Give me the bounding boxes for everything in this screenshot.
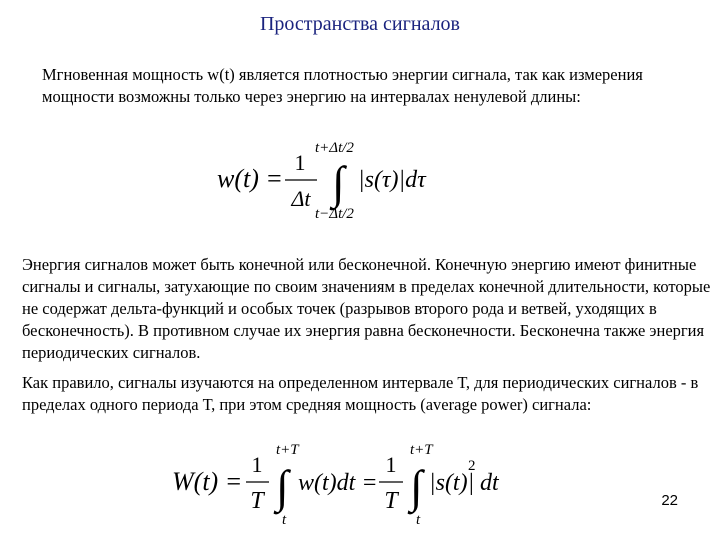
formula2-denominator2: T — [384, 488, 398, 514]
formula1-denominator: Δt — [291, 186, 311, 211]
formula2-numerator2: 1 — [385, 452, 397, 477]
formula2-exponent: 2 — [468, 458, 476, 474]
formula1-lower-limit: t−Δt/2 — [315, 206, 354, 222]
formula-average-power — [170, 440, 510, 532]
formula2-integral-sign2: ∫ — [410, 461, 423, 512]
formula2-lower-limit1: t — [282, 512, 287, 528]
paragraph-average-power: Как правило, сигналы изучаются на определенном интервале Т, для периодических сигналов - в пределах одного периода Т, при этом средняя мощность (average power) сигнала: — [22, 373, 699, 414]
formula2-integral-sign1: ∫ — [276, 461, 289, 512]
formula1-lhs: w(t) = — [217, 164, 283, 193]
formula2-upper-limit1: t+T — [276, 442, 299, 458]
formula1-numerator: 1 — [294, 150, 306, 175]
formula1-integrand: |s(τ)|dτ — [358, 167, 426, 193]
formula2-denominator1: T — [250, 488, 264, 514]
formula2-upper-limit2: t+T — [410, 442, 433, 458]
formula2-integrand2: |s(t)| — [429, 470, 475, 496]
formula2-lower-limit2: t — [416, 512, 421, 528]
slide-title: Пространства сигналов — [259, 13, 461, 35]
paragraph-instant-power: Мгновенная мощность w(t) является плотностью энергии сигнала, так как измерения мощности возможны только через энергию на интервалах ненулевой длины: — [42, 65, 643, 106]
formula2-integrand1: w(t)dt = — [298, 470, 378, 496]
formula2-lhs: W(t) = — [172, 467, 243, 496]
slide-number: 22 — [661, 492, 678, 509]
formula2-numerator1: 1 — [251, 452, 263, 477]
formula2-differential: dt — [480, 470, 499, 496]
formula-instant-power — [215, 140, 455, 222]
paragraph-signal-energy: Энергия сигналов может быть конечной или бесконечной. Конечную энергию имеют финитные сигналы и сигналы, затухающие по своим значениям в пределах конечной длительности, которые не содержат дельта-функций и особых точек (разрывов второго рода и ветвей, уходящих в бесконечность). В противном случае их энергия равна бесконечности. Бесконечна также энергия периодических сигналов. — [22, 255, 711, 362]
formula1-upper-limit: t+Δt/2 — [315, 140, 354, 156]
formula1-integral-sign: ∫ — [332, 157, 345, 208]
